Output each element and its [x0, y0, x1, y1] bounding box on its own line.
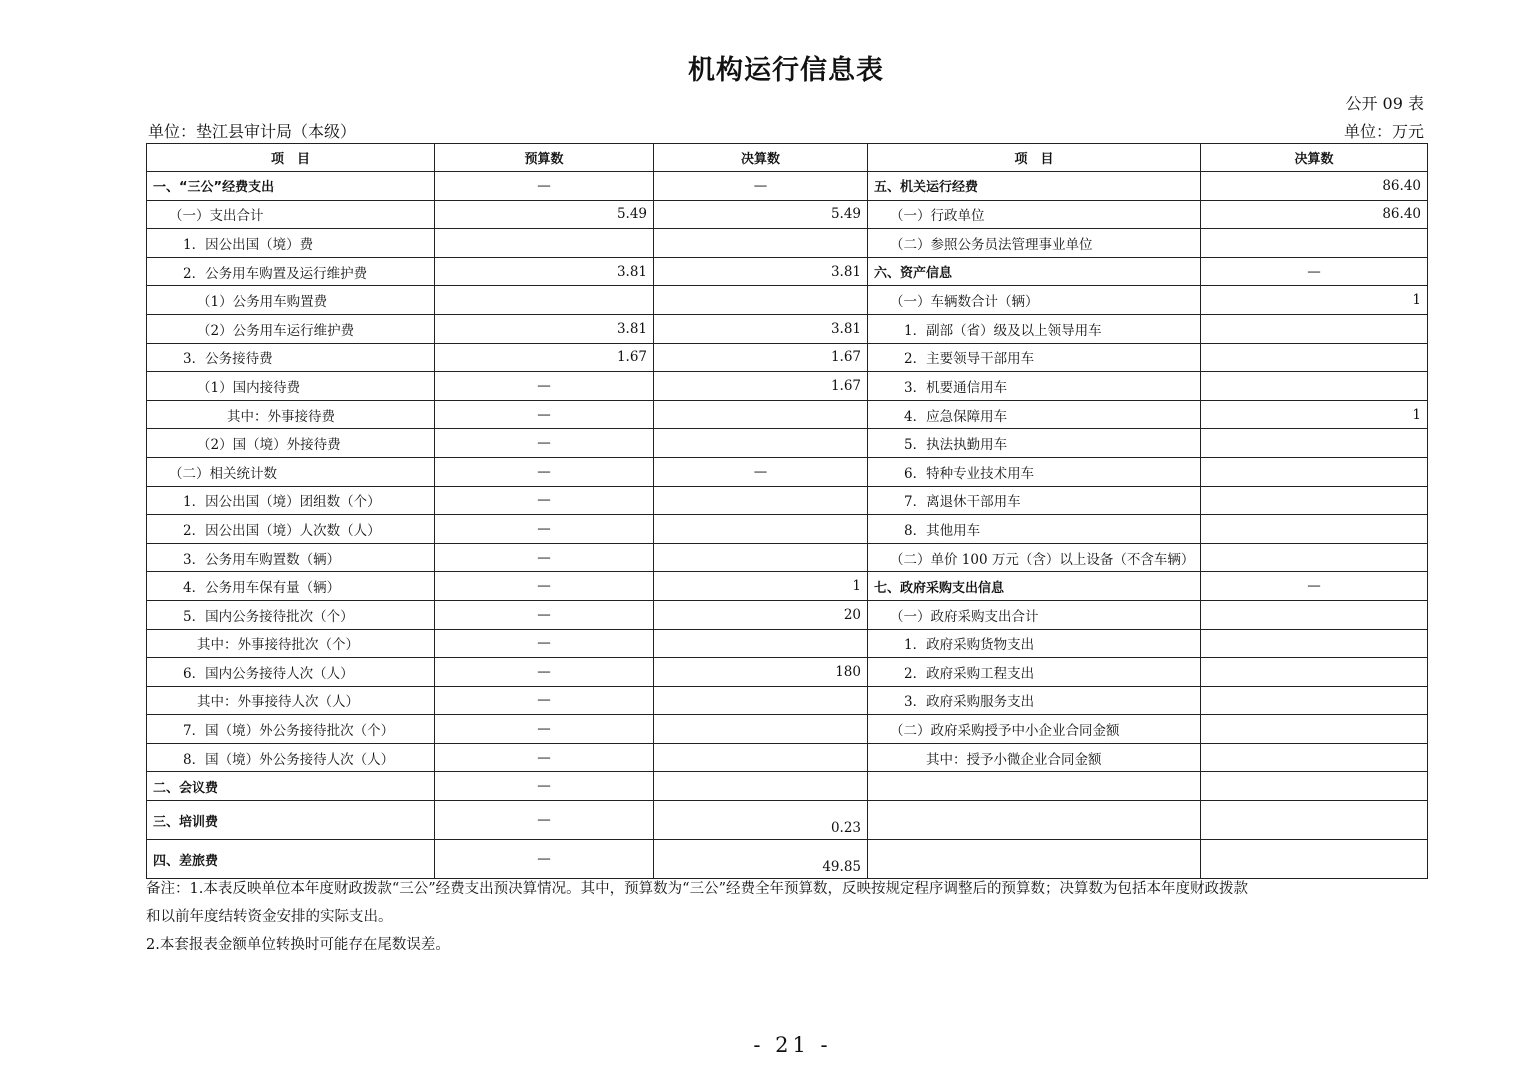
- final-right-cell: [1201, 543, 1428, 572]
- table-header-row: [147, 144, 1428, 172]
- final-left-cell: [654, 686, 868, 715]
- final-left-cell: [654, 286, 868, 315]
- table-row: [147, 314, 1428, 343]
- left-item-cell: 3．公务用车购置数（辆）: [147, 543, 435, 572]
- budget-cell: 3.81: [435, 257, 654, 286]
- final-left-cell: 0.23: [654, 801, 868, 840]
- table-row: [147, 515, 1428, 544]
- table-row: [147, 457, 1428, 486]
- final-left-cell: [654, 715, 868, 744]
- budget-cell: —: [435, 715, 654, 744]
- left-item-cell: 其中：外事接待费: [147, 400, 435, 429]
- table-row: [147, 743, 1428, 772]
- left-item-cell: 1．因公出国（境）团组数（个）: [147, 486, 435, 515]
- left-item-cell: （2）公务用车运行维护费: [147, 314, 435, 343]
- final-right-cell: —: [1201, 572, 1428, 601]
- left-item-cell: （1）国内接待费: [147, 372, 435, 401]
- table-row: [147, 400, 1428, 429]
- right-item-cell: （二）参照公务员法管理事业单位: [868, 229, 1201, 258]
- final-right-cell: [1201, 372, 1428, 401]
- final-left-cell: [654, 743, 868, 772]
- budget-cell: —: [435, 772, 654, 801]
- budget-cell: —: [435, 629, 654, 658]
- budget-cell: —: [435, 400, 654, 429]
- table-row: [147, 343, 1428, 372]
- budget-cell: [435, 229, 654, 258]
- final-right-cell: 1: [1201, 400, 1428, 429]
- left-item-cell: 一、“三公”经费支出: [147, 172, 435, 201]
- final-left-cell: 20: [654, 600, 868, 629]
- right-item-cell: （一）车辆数合计（辆）: [868, 286, 1201, 315]
- final-left-cell: [654, 400, 868, 429]
- right-item-cell: 4．应急保障用车: [868, 400, 1201, 429]
- final-left-cell: [654, 429, 868, 458]
- right-item-cell: 七、政府采购支出信息: [868, 572, 1201, 601]
- final-left-cell: 1.67: [654, 372, 868, 401]
- header-budget: 预算数: [435, 144, 654, 172]
- final-left-cell: 3.81: [654, 314, 868, 343]
- left-item-cell: 1．因公出国（境）费: [147, 229, 435, 258]
- right-item-cell: 3．政府采购服务支出: [868, 686, 1201, 715]
- right-item-cell: 5．执法执勤用车: [868, 429, 1201, 458]
- table-row: [147, 172, 1428, 201]
- header-item-left: 项 目: [147, 144, 435, 172]
- table-row: [147, 658, 1428, 687]
- final-left-cell: [654, 543, 868, 572]
- right-item-cell: 7．离退休干部用车: [868, 486, 1201, 515]
- page-title: 机构运行信息表: [688, 55, 884, 86]
- budget-cell: —: [435, 572, 654, 601]
- budget-cell: —: [435, 658, 654, 687]
- final-right-cell: 86.40: [1201, 200, 1428, 229]
- budget-cell: 3.81: [435, 314, 654, 343]
- left-item-cell: 6．国内公务接待人次（人）: [147, 658, 435, 687]
- final-left-cell: 1.67: [654, 343, 868, 372]
- budget-cell: 5.49: [435, 200, 654, 229]
- right-item-cell: 8．其他用车: [868, 515, 1201, 544]
- budget-cell: —: [435, 743, 654, 772]
- final-left-cell: 5.49: [654, 200, 868, 229]
- budget-cell: —: [435, 840, 654, 879]
- table-row: [147, 543, 1428, 572]
- final-right-cell: [1201, 629, 1428, 658]
- right-item-cell: 1．政府采购货物支出: [868, 629, 1201, 658]
- left-item-cell: 3．公务接待费: [147, 343, 435, 372]
- final-left-cell: 180: [654, 658, 868, 687]
- page-number: - 21 -: [753, 1033, 832, 1057]
- form-number: 公开 09 表: [1345, 94, 1424, 113]
- reporting-unit: 单位：垫江县审计局（本级）: [148, 122, 357, 141]
- budget-cell: —: [435, 801, 654, 840]
- right-item-cell: 2．政府采购工程支出: [868, 658, 1201, 687]
- left-item-cell: （1）公务用车购置费: [147, 286, 435, 315]
- final-right-cell: [1201, 801, 1428, 840]
- table-row: [147, 200, 1428, 229]
- left-item-cell: 其中：外事接待人次（人）: [147, 686, 435, 715]
- right-item-cell: [868, 840, 1201, 879]
- institution-operation-table: [146, 143, 1428, 879]
- right-item-cell: （二）政府采购授予中小企业合同金额: [868, 715, 1201, 744]
- final-left-cell: 49.85: [654, 840, 868, 879]
- table-row: [147, 257, 1428, 286]
- final-right-cell: [1201, 840, 1428, 879]
- budget-cell: —: [435, 486, 654, 515]
- right-item-cell: [868, 801, 1201, 840]
- right-item-cell: （一）政府采购支出合计: [868, 600, 1201, 629]
- note-line-3: 2.本套报表金额单位转换时可能存在尾数误差。: [146, 937, 450, 953]
- final-right-cell: [1201, 600, 1428, 629]
- final-right-cell: [1201, 772, 1428, 801]
- right-item-cell: 六、资产信息: [868, 257, 1201, 286]
- right-item-cell: [868, 772, 1201, 801]
- table-row: [147, 572, 1428, 601]
- budget-cell: —: [435, 172, 654, 201]
- final-left-cell: [654, 772, 868, 801]
- table-row: [147, 286, 1428, 315]
- final-left-cell: 1: [654, 572, 868, 601]
- budget-cell: —: [435, 543, 654, 572]
- left-item-cell: 2．因公出国（境）人次数（人）: [147, 515, 435, 544]
- final-right-cell: [1201, 343, 1428, 372]
- right-item-cell: 其中：授予小微企业合同金额: [868, 743, 1201, 772]
- budget-cell: —: [435, 600, 654, 629]
- left-item-cell: 8．国（境）外公务接待人次（人）: [147, 743, 435, 772]
- table-row: [147, 686, 1428, 715]
- final-right-cell: [1201, 457, 1428, 486]
- final-right-cell: 86.40: [1201, 172, 1428, 201]
- left-item-cell: 2．公务用车购置及运行维护费: [147, 257, 435, 286]
- left-item-cell: 5．国内公务接待批次（个）: [147, 600, 435, 629]
- left-item-cell: 4．公务用车保有量（辆）: [147, 572, 435, 601]
- table-row: [147, 801, 1428, 840]
- budget-cell: —: [435, 515, 654, 544]
- budget-cell: 1.67: [435, 343, 654, 372]
- right-item-cell: 2．主要领导干部用车: [868, 343, 1201, 372]
- final-left-cell: 3.81: [654, 257, 868, 286]
- table-row: [147, 840, 1428, 879]
- final-left-cell: [654, 229, 868, 258]
- left-item-cell: 7．国（境）外公务接待批次（个）: [147, 715, 435, 744]
- header-final-right: 决算数: [1201, 144, 1428, 172]
- left-item-cell: （2）国（境）外接待费: [147, 429, 435, 458]
- final-left-cell: —: [654, 457, 868, 486]
- final-right-cell: [1201, 429, 1428, 458]
- left-item-cell: 四、差旅费: [147, 840, 435, 879]
- budget-cell: —: [435, 457, 654, 486]
- table-row: [147, 629, 1428, 658]
- table-row: [147, 486, 1428, 515]
- final-right-cell: [1201, 658, 1428, 687]
- left-item-cell: （二）相关统计数: [147, 457, 435, 486]
- final-left-cell: —: [654, 172, 868, 201]
- notes: [146, 875, 1427, 959]
- note-line-2: 和以前年度结转资金安排的实际支出。: [146, 909, 393, 925]
- final-right-cell: [1201, 314, 1428, 343]
- header-final-left: 决算数: [654, 144, 868, 172]
- final-right-cell: [1201, 486, 1428, 515]
- budget-cell: —: [435, 429, 654, 458]
- budget-cell: [435, 286, 654, 315]
- table-row: [147, 600, 1428, 629]
- currency-unit: 单位：万元: [1343, 122, 1424, 141]
- header-item-right: 项 目: [868, 144, 1201, 172]
- final-right-cell: [1201, 515, 1428, 544]
- final-right-cell: [1201, 715, 1428, 744]
- final-right-cell: [1201, 229, 1428, 258]
- right-item-cell: （二）单价 100 万元（含）以上设备（不含车辆）: [868, 543, 1201, 572]
- table-row: [147, 429, 1428, 458]
- final-right-cell: 1: [1201, 286, 1428, 315]
- budget-cell: —: [435, 372, 654, 401]
- final-right-cell: —: [1201, 257, 1428, 286]
- right-item-cell: 五、机关运行经费: [868, 172, 1201, 201]
- final-left-cell: [654, 486, 868, 515]
- right-item-cell: （一）行政单位: [868, 200, 1201, 229]
- final-left-cell: [654, 515, 868, 544]
- table-row: [147, 715, 1428, 744]
- table-row: [147, 372, 1428, 401]
- left-item-cell: 其中：外事接待批次（个）: [147, 629, 435, 658]
- final-left-cell: [654, 629, 868, 658]
- final-right-cell: [1201, 743, 1428, 772]
- right-item-cell: 1．副部（省）级及以上领导用车: [868, 314, 1201, 343]
- table-row: [147, 772, 1428, 801]
- left-item-cell: 二、会议费: [147, 772, 435, 801]
- final-right-cell: [1201, 686, 1428, 715]
- left-item-cell: 三、培训费: [147, 801, 435, 840]
- table-row: [147, 229, 1428, 258]
- note-line-1: 备注：1.本表反映单位本年度财政拨款“三公”经费支出预决算情况。其中，预算数为“三公”经费全年预算数，反映按规定程序调整后的预算数；决算数为包括本年度财政拨款: [146, 881, 1248, 897]
- right-item-cell: 3．机要通信用车: [868, 372, 1201, 401]
- left-item-cell: （一）支出合计: [147, 200, 435, 229]
- budget-cell: —: [435, 686, 654, 715]
- table-body: [147, 172, 1428, 879]
- right-item-cell: 6．特种专业技术用车: [868, 457, 1201, 486]
